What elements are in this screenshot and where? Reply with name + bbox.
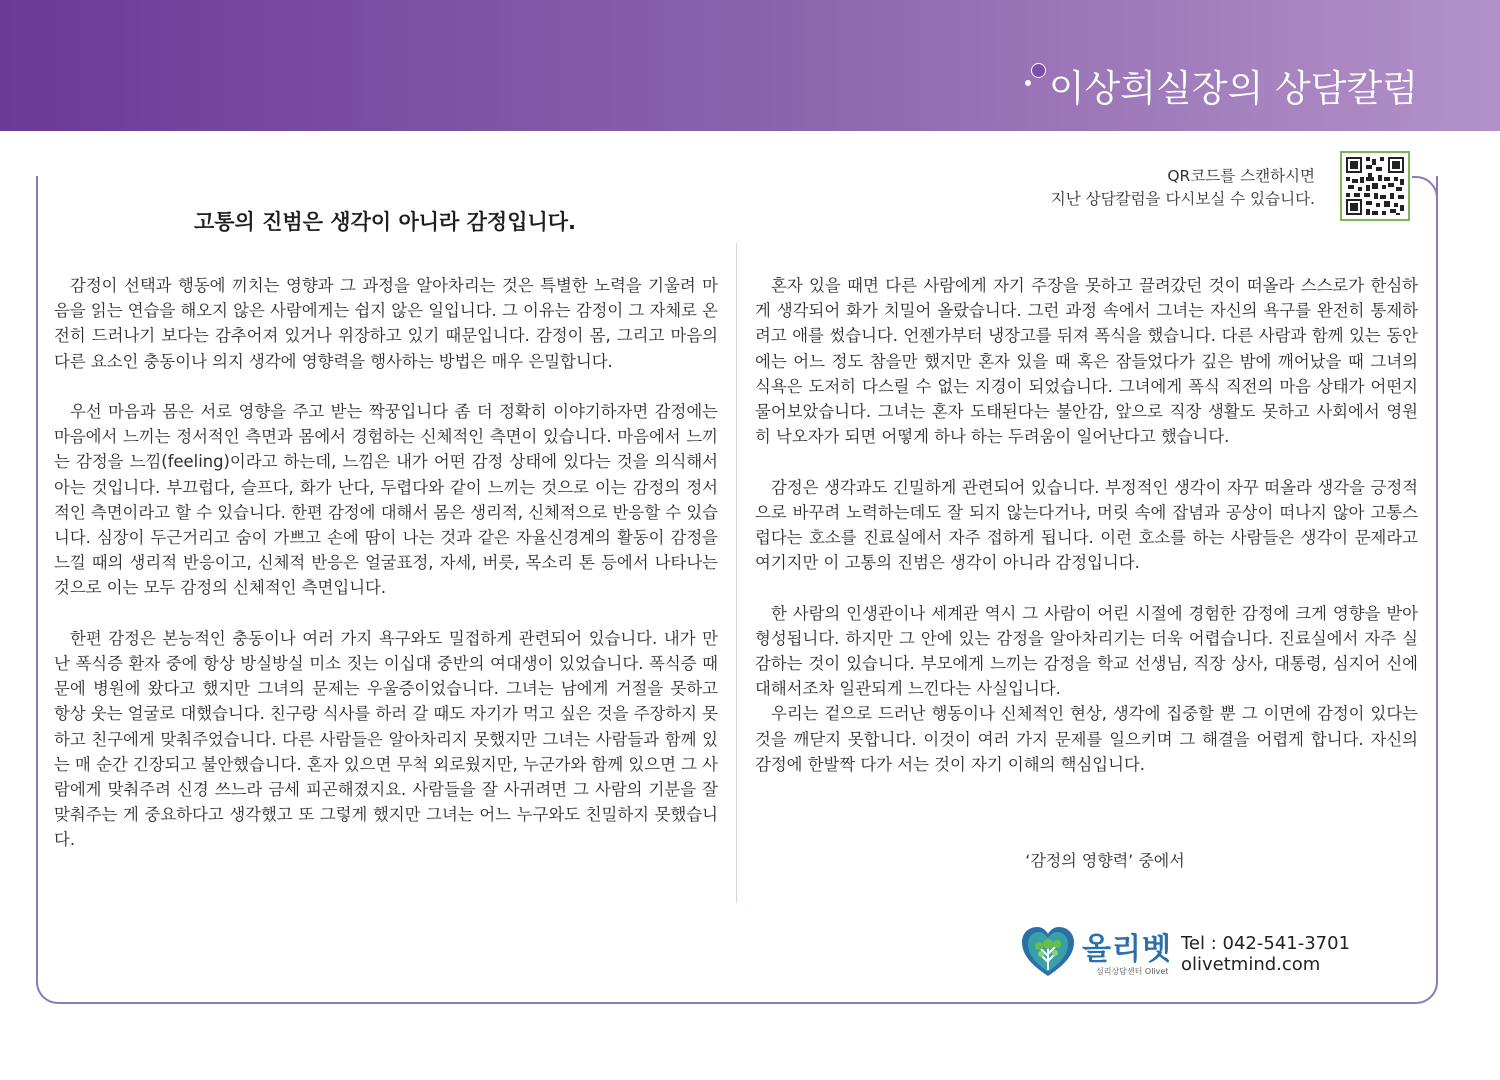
qr-caption-line1: QR코드를 스캔하시면 [1167, 167, 1315, 185]
left-column [54, 273, 718, 853]
olive-tree-heart-icon [1020, 924, 1076, 980]
frame-corner [1412, 176, 1438, 238]
column-title: 이상희실장의 상담칼럼 [1048, 67, 1418, 110]
logo-subtitle: 심리상담센터 Olivet [1096, 967, 1169, 976]
bullet-dot-icon [1031, 63, 1046, 78]
column-divider [736, 243, 737, 903]
paragraph: 우선 마음과 몸은 서로 영향을 주고 받는 짝꿍입니다 좀 더 정확히 이야기하자면 감정에는 마음에서 느끼는 정서적인 측면과 몸에서 경험하는 신체적인 측면이 있습니다. 마음에서 느끼는 감정을 느낌(feeling)이라고 하는데, 느낌은 내가 어떤 감정 상태에 있다는 것을 의식해서 아는 것입니다. 부끄럽다, 슬프다, 화가 난다, 두렵다와 같이 느끼는 것으로 이는 감정의 정서적인 측면이라고 할 수 있습니다. 한편 감정에 대해서 몸은 생리적, 신체적으로 반응할 수 있습니다. 심장이 두근거리고 숨이 가쁘고 손에 땀이 나는 것과 같은 자율신경계의 활동이 감정을 느낄 때의 생리적 반응이고, 신체적 반응은 얼굴표정, 자세, 버릇, 목소리 톤 등에서 나타나는 것으로 이는 모두 감정의 신체적인 측면입니다. [54, 402, 718, 598]
paragraph: 한편 감정은 본능적인 충동이나 여러 가지 욕구와도 밀접하게 관련되어 있습니다. 내가 만난 폭식증 환자 중에 항상 방실방실 미소 짓는 이십대 중반의 여대생이 있었습니다. 폭식증 때문에 병원에 왔다고 했지만 그녀의 문제는 우울증이었습니다. 그녀는 남에게 거절을 못하고 항상 웃는 얼굴로 대했습니다. 친구랑 식사를 하러 갈 때도 자기가 먹고 싶은 것을 주장하지 못하고 친구에게 맞춰주었습니다. 다른 사람들은 알아차리지 못했지만 그녀는 사람들과 함께 있는 매 순간 긴장되고 불안했습니다. 혼자 있으면 무척 외로웠지만, 누군가와 함께 있으면 그 사람에게 맞춰주려 신경 쓰느라 금세 피곤해졌지요. 사람들을 잘 사귀려면 그 사람의 기분을 잘 맞춰주는 게 중요하다고 생각했고 또 그렇게 했지만 그녀는 어느 누구와도 친밀하지 못했습니다. [54, 628, 718, 850]
article-title: 고통의 진범은 생각이 아니라 감정입니다. [193, 210, 577, 234]
bullet-dot-small-icon [1025, 80, 1031, 86]
paragraph: 감정은 생각과도 긴밀하게 관련되어 있습니다. 부정적인 생각이 자꾸 떠올라 생각을 긍정적으로 바꾸려 노력하는데도 잘 되지 않는다거나, 머릿 속에 잡념과 공상이 떠나지 않아 고통스럽다는 호소를 진료실에서 자주 접하게 됩니다. 이런 호소를 하는 사람들은 생각이 문제라고 여기지만 이 고통의 진범은 생각이 아니라 감정입니다. [755, 477, 1418, 573]
contact-website[interactable]: olivetmind.com [1181, 954, 1321, 975]
header-banner [0, 0, 1500, 131]
contact-phone: Tel : 042-541-3701 [1181, 933, 1351, 954]
paragraph: 감정이 선택과 행동에 끼치는 영향과 그 과정을 알아차리는 것은 특별한 노력을 기울려 마음을 읽는 연습을 해오지 않은 사람에게는 쉽지 않은 일입니다. 그 이유는 감정이 그 자체로 온전히 드러나기 보다는 감추어져 있거나 위장하고 있기 때문입니다. 감정이 몸, 그리고 마음의 다른 요소인 충동이나 의지 생각에 영향력을 행사하는 방법은 매우 은밀합니다. [54, 276, 718, 371]
source-citation: ‘감정의 영향력’ 중에서 [1025, 851, 1185, 870]
paragraph: 혼자 있을 때면 다른 사람에게 자기 주장을 못하고 끌려갔던 것이 떠올라 스스로가 한심하게 생각되어 화가 치밀어 올랐습니다. 그런 과정 속에서 그녀는 자신의 욕구를 완전히 통제하려고 애를 썼습니다. 언젠가부터 냉장고를 뒤져 폭식을 했습니다. 다른 사람과 함께 있는 동안에는 어느 정도 참을만 했지만 혼자 있을 때 혹은 잠들었다가 깊은 밤에 깨어났을 때 그녀의 식욕은 도저히 다스릴 수 없는 지경이 되었습니다. 그녀에게 폭식 직전의 마음 상태가 어떤지 물어보았습니다. 그녀는 혼자 도태된다는 불안감, 앞으로 직장 생활도 못하고 사회에서 영원히 낙오자가 되면 어떻게 하나 하는 두려움이 일어난다고 했습니다. [755, 276, 1418, 447]
qr-code[interactable] [1340, 151, 1410, 221]
paragraph: 한 사람의 인생관이나 세계관 역시 그 사람이 어린 시절에 경험한 감정에 크게 영향을 받아 형성됩니다. 하지만 그 안에 있는 감정을 알아차리기는 더욱 어렵습니다. 진료실에서 자주 실감하는 것이 있습니다. 부모에게 느끼는 감정을 학교 선생님, 직장 상사, 대통령, 심지어 신에 대해서조차 일관되게 느낀다는 사실입니다. [755, 603, 1418, 699]
logo-name: 올리벳 [1082, 932, 1172, 967]
qr-caption-line2: 지난 상담칼럼을 다시보실 수 있습니다. [1050, 190, 1315, 208]
right-column [755, 273, 1418, 777]
paragraph: 우리는 겉으로 드러난 행동이나 신체적인 현상, 생각에 집중할 뿐 그 이면에 감정이 있다는 것을 깨닫지 못합니다. 이것이 여러 가지 문제를 일으키며 그 해결을 어렵게 합니다. 자신의 감정에 한발짝 다가 서는 것이 자기 이해의 핵심입니다. [755, 704, 1418, 774]
qr-caption [1051, 165, 1315, 211]
qr-code-icon [1342, 153, 1408, 219]
